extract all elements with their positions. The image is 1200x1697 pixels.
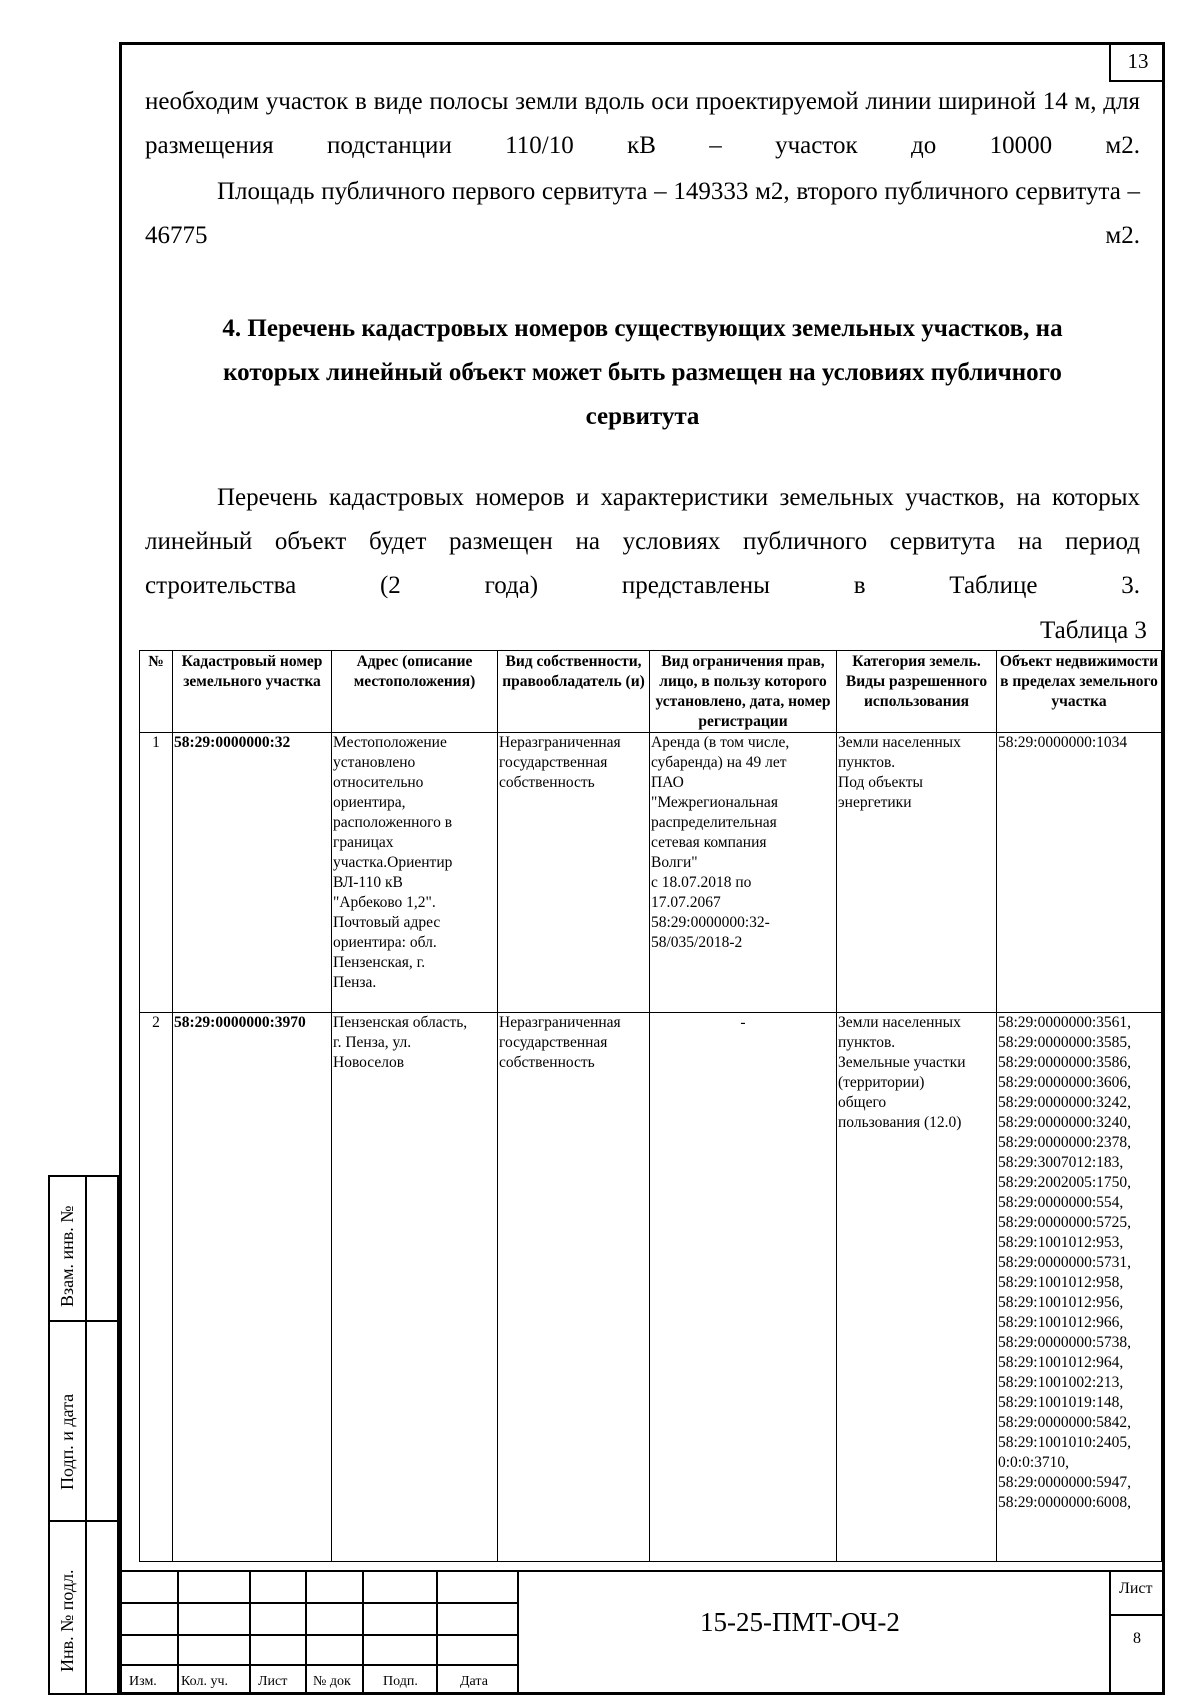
cell-objects: 58:29:0000000:1034 xyxy=(997,733,1162,1013)
label-list: Лист xyxy=(258,1674,288,1689)
header-category: Категория земель. Виды разрешенного использования xyxy=(837,651,997,733)
heading-line-1: 4. Перечень кадастровых номеров существующих земельных участков, на xyxy=(222,315,1063,342)
cell-address: Пензенская область, г. Пенза, ул. Новоселов xyxy=(332,1013,498,1562)
cell-num: 1 xyxy=(140,733,173,1013)
sheet-label: Лист xyxy=(1119,1580,1153,1597)
cell-restriction: Аренда (в том числе, субаренда) на 49 лет ПАО "Межрегиональная распределительная сетевая компания Волги" с 18.07.2018 по 17.07.2067 58:29:0000000:32- 58/035/2018-2 xyxy=(650,733,837,1013)
header-restriction: Вид ограничения прав, лицо, в пользу которого установлено, дата, номер регистрации xyxy=(650,651,837,733)
cell-address: Местоположение установлено относительно ориентира, расположенного в границах участка.Ориентир ВЛ-110 кВ "Арбеково 1,2". Почтовый адрес ориентира: обл. Пензенская, г. Пенза. xyxy=(332,733,498,1013)
cell-ownership: Неразграниченная государственная собственность xyxy=(498,1013,650,1562)
side-label-vzam: Взам. инв. № xyxy=(57,1205,77,1307)
cell-ownership: Неразграниченная государственная собственность xyxy=(498,733,650,1013)
header-objects: Объект недвижимости в пределах земельного участка xyxy=(997,651,1162,733)
label-podp: Подп. xyxy=(383,1674,418,1689)
section-heading xyxy=(160,307,1125,439)
table-caption: Таблица 3 xyxy=(1040,617,1147,644)
cadastral-table xyxy=(139,650,1162,1562)
cell-num: 2 xyxy=(140,1013,173,1562)
sheet-number: 8 xyxy=(1133,1630,1141,1647)
label-kol-uch: Кол. уч. xyxy=(181,1674,228,1689)
cell-category: Земли населенных пунктов. Под объекты энергетики xyxy=(837,733,997,1013)
table-header-row xyxy=(140,651,1162,733)
paragraph-2: Площадь публичного первого сервитута – 149333 м2, второго публичного сервитута – 46775 м2. xyxy=(145,178,1140,249)
page-number: 13 xyxy=(1109,42,1165,82)
side-label-inv: Инв. № подл. xyxy=(57,1569,77,1672)
paragraph-1: необходим участок в виде полосы земли вдоль оси проектируемой линии шириной 14 м, для размещения подстанции 110/10 кВ – участок до 10000 м2. xyxy=(145,88,1140,159)
side-stamp xyxy=(48,1175,119,1695)
label-izm: Изм. xyxy=(129,1674,157,1689)
side-stamp-divider xyxy=(50,1320,119,1322)
cell-cadastral: 58:29:0000000:32 xyxy=(173,733,332,1013)
cell-category: Земли населенных пунктов. Земельные участки (территории) общего пользования (12.0) xyxy=(837,1013,997,1562)
label-data: Дата xyxy=(460,1674,488,1689)
document-code: 15-25-ПМТ-ОЧ-2 xyxy=(700,1607,900,1637)
cell-restriction: - xyxy=(650,1013,837,1562)
heading-line-3: сервитута xyxy=(585,403,700,430)
header-address: Адрес (описание местоположения) xyxy=(332,651,498,733)
side-stamp-divider xyxy=(50,1520,119,1522)
cell-cadastral: 58:29:0000000:3970 xyxy=(173,1013,332,1562)
heading-line-2: которых линейный объект может быть размещен на условиях публичного xyxy=(223,359,1062,386)
header-ownership: Вид собственности, правообладатель (и) xyxy=(498,651,650,733)
table-row xyxy=(140,1013,1162,1562)
cell-objects: 58:29:0000000:3561, 58:29:0000000:3585, 58:29:0000000:3586, 58:29:0000000:3606, 58:29:0000000:3242, 58:29:0000000:3240, 58:29:0000000:2378, 58:29:3007012:183, 58:29:2002005:1750, 58:29:0000000:554, 58:29:0000000:5725, 58:29:1001012:953, 58:29:0000000:5731, 58:29:1001012:958, 58:29:1001012:956, 58:29:1001012:966, 58:29:0000000:5738, 58:29:1001012:964, 58:29:1001002:213, 58:29:1001019:148, 58:29:0000000:5842, 58:29:1001010:2405, 0:0:0:3710, 58:29:0000000:5947, 58:29:0000000:6008, xyxy=(997,1013,1162,1562)
label-n-dok: № док xyxy=(313,1674,351,1689)
table-row xyxy=(140,733,1162,1013)
header-num: № xyxy=(140,651,173,733)
paragraph-3: Перечень кадастровых номеров и характеристики земельных участков, на которых линейный объект будет размещен на условиях публичного сервитута на период строительства (2 года) представлены в Таблице 3. xyxy=(145,484,1140,599)
header-cadastral: Кадастровый номер земельного участка xyxy=(173,651,332,733)
side-label-podp: Подп. и дата xyxy=(57,1393,77,1490)
